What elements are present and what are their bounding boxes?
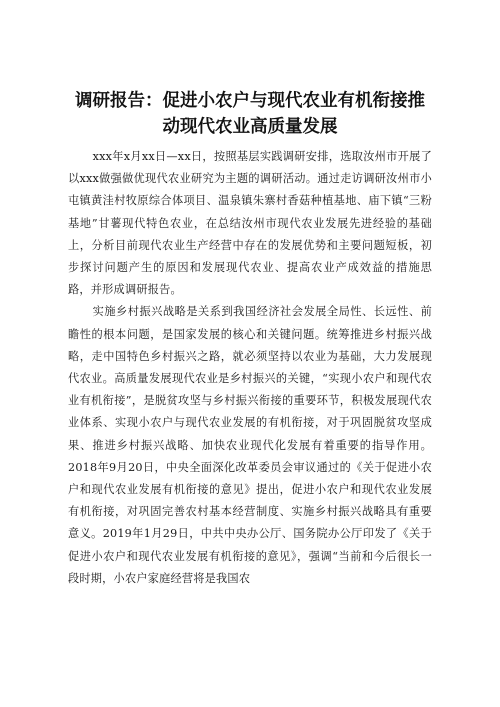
title-line-1: 调研报告：促进小农户与现代农业有机衔接推 xyxy=(75,91,425,111)
document-body xyxy=(68,146,432,590)
title-line-2: 动现代农业高质量发展 xyxy=(162,117,338,137)
paragraph-2: 实施乡村振兴战略是关系到我国经济社会发展全局性、长远性、前瞻性的根本问题，是国家发展的核心和关键问题。统筹推进乡村振兴战略，走中国特色乡村振兴之路，就必须坚持以农业为基础，大力发展现代农业。高质量发展现代农业是乡村振兴的关键，“实现小农户和现代农业有机衔接”，是脱贫攻坚与乡村振兴衔接的重要环节，积极发展现代农业体系、实现小农户与现代农业发展的有机衔接，对于巩固脱贫攻坚成果、推进乡村振兴战略、加快农业现代化发展有着重要的指导作用。2018年9月20日，中央全面深化改革委员会审议通过的《关于促进小农户和现代农业发展有机衔接的意见》提出，促进小农户和现代农业发展有机衔接，对巩固完善农村基本经营制度、实施乡村振兴战略具有重要意义。2019年1月29日，中共中央办公厅、国务院办公厅印发了《关于促进小农户和现代农业发展有机衔接的意见》，强调“当前和今后很长一段时期，小农户家庭经营将是我国农 xyxy=(68,305,432,585)
paragraph-1: xxx年x月xx日—xx日，按照基层实践调研安排，选取汝州市开展了以xxx做强做优现代农业研究为主题的调研活动。通过走访调研汝州市小屯镇黄洼村牧原综合体项目、温泉镇朱寨村香菇种植基地、庙下镇“三粉基地”甘薯现代特色农业，在总结汝州市现代农业发展先进经验的基础上，分析目前现代农业生产经营中存在的发展优势和主要问题短板，初步探讨问题产生的原因和发展现代农业、提高农业产成效益的措施思路，并形成调研报告。 xyxy=(68,150,432,297)
page-title xyxy=(68,88,432,140)
